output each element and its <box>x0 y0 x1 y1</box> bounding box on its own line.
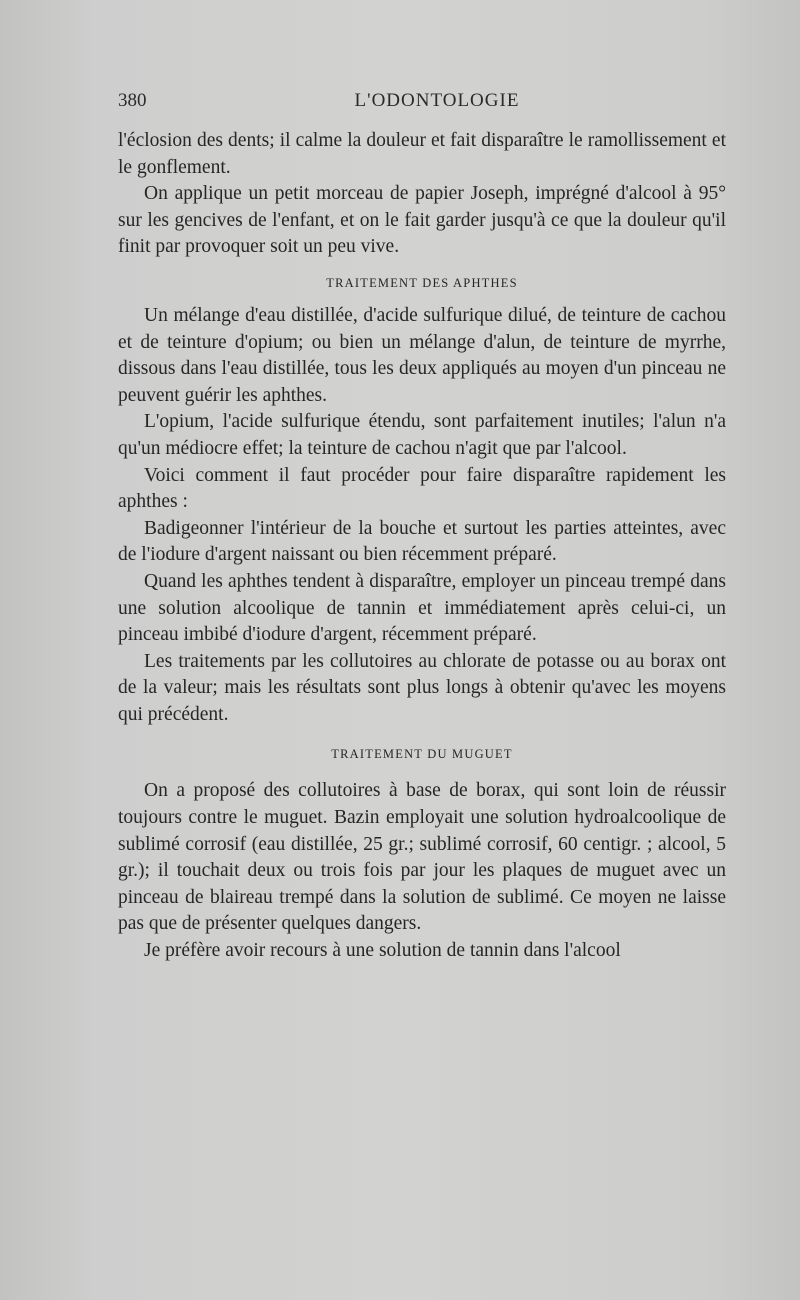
paragraph: Voici comment il faut procéder pour faire disparaître rapidement les aphthes : <box>118 464 726 513</box>
running-title: L'ODONTOLOGIE <box>354 90 520 111</box>
paragraph-continuation: l'éclosion des dents; il calme la douleur et fait disparaître le ramollissement et le gonflement. <box>118 130 726 178</box>
paragraph: Badigeonner l'intérieur de la bouche et surtout les parties atteintes, avec de l'iodure d'argent naissant ou bien récemment préparé. <box>118 517 726 566</box>
body-text <box>118 128 726 965</box>
section-heading-aphthes: TRAITEMENT DES APHTHES <box>326 275 518 290</box>
page-number: 380 <box>118 90 147 111</box>
paragraph: Quand les aphthes tendent à disparaître, employer un pinceau trempé dans une solution alcoolique de tannin et immédiatement après celui-ci, un pinceau imbibé d'iodure d'argent, récemment préparé. <box>118 570 726 646</box>
paragraph: Les traitements par les collutoires au chlorate de potasse ou au borax ont de la valeur; mais les résultats sont plus longs à obtenir qu'avec les moyens qui précédent. <box>118 650 726 725</box>
paragraph: Un mélange d'eau distillée, d'acide sulfurique dilué, de teinture de cachou et de teinture d'opium; ou bien un mélange d'alun, de teinture de myrrhe, dissous dans l'eau distillée, tous les deux appliqués au moyen d'un pinceau ne peuvent guérir les aphthes. <box>118 304 726 406</box>
page-header <box>118 90 726 118</box>
paragraph: On a proposé des collutoires à base de borax, qui sont loin de réussir toujours contre le muguet. Bazin employait une solution hydroalcoolique de sublimé corrosif (eau distillée, 25 gr.; sublimé corrosif, 60 centigr. ; alcool, 5 gr.); il touchait deux ou trois fois par jour les plaques de muguet avec un pinceau de blaireau trempé dans la solution de sublimé. Ce moyen ne laisse pas que de présenter quelques dangers. <box>118 780 726 935</box>
paragraph: L'opium, l'acide sulfurique étendu, sont parfaitement inutiles; l'alun n'a qu'un médiocre effet; la teinture de cachou n'agit que par l'alcool. <box>118 411 726 459</box>
paragraph: On applique un petit morceau de papier Joseph, imprégné d'alcool à 95° sur les gencives de l'enfant, et on le fait garder jusqu'à ce que la douleur qu'il finit par provoquer soit un peu vive. <box>118 183 726 258</box>
paragraph: Je préfère avoir recours à une solution de tannin dans l'alcool <box>144 940 621 962</box>
section-heading-muguet: TRAITEMENT DU MUGUET <box>331 747 513 762</box>
